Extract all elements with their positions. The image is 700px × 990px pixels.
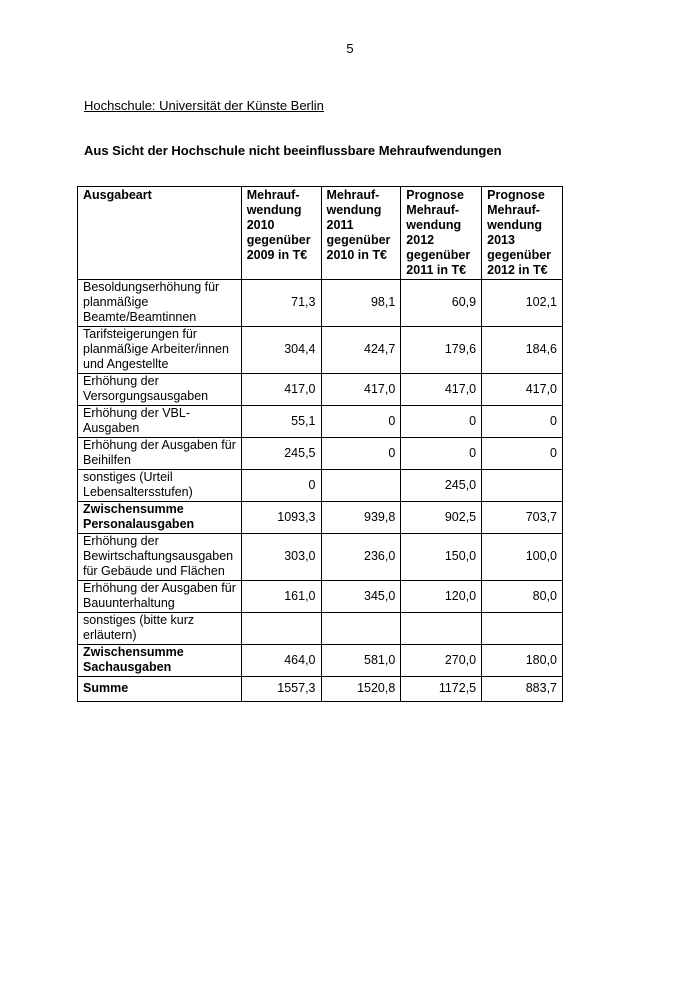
- cell-2010: 0: [241, 470, 321, 502]
- cell-2013: 417,0: [482, 374, 563, 406]
- cell-2013: 184,6: [482, 327, 563, 374]
- cell-2011: [321, 470, 401, 502]
- cell-2012: 270,0: [401, 645, 482, 677]
- header-2012: Prognose Mehrauf- wendung 2012 gegenüber 2011 in T€: [401, 187, 482, 280]
- cell-2013: 0: [482, 406, 563, 438]
- cell-2012: 120,0: [401, 581, 482, 613]
- cell-2010: [241, 613, 321, 645]
- cell-2012: 179,6: [401, 327, 482, 374]
- university-name: Hochschule: Universität der Künste Berlin: [84, 98, 324, 113]
- table-row: [78, 406, 563, 438]
- cell-2010: 303,0: [241, 534, 321, 581]
- cell-2011: 417,0: [321, 374, 401, 406]
- cell-2010: 464,0: [241, 645, 321, 677]
- cell-2011: 424,7: [321, 327, 401, 374]
- cell-2013: 0: [482, 438, 563, 470]
- table-row: [78, 645, 563, 677]
- cell-2012: 60,9: [401, 280, 482, 327]
- cell-2011: 581,0: [321, 645, 401, 677]
- header-ausgabeart: Ausgabeart: [78, 187, 242, 280]
- cell-2012: 150,0: [401, 534, 482, 581]
- row-label: Erhöhung der Bewirtschaftungsausgaben für Gebäude und Flächen: [78, 534, 242, 581]
- cell-2011: 98,1: [321, 280, 401, 327]
- header-2013: Prognose Mehrauf- wendung 2013 gegenüber 2012 in T€: [482, 187, 563, 280]
- header-2010: Mehrauf- wendung 2010 gegenüber 2009 in T€: [241, 187, 321, 280]
- table-row: [78, 502, 563, 534]
- cell-2013: 180,0: [482, 645, 563, 677]
- table-row: [78, 438, 563, 470]
- table-row: [78, 470, 563, 502]
- cell-2010: 245,5: [241, 438, 321, 470]
- cell-2010: 71,3: [241, 280, 321, 327]
- page-number: 5: [346, 41, 354, 56]
- cell-2011: [321, 613, 401, 645]
- row-label: Tarifsteigerungen für planmäßige Arbeiter/innen und Angestellte: [78, 327, 242, 374]
- cell-2012: 0: [401, 438, 482, 470]
- cell-2013: 883,7: [482, 677, 563, 702]
- cell-2012: [401, 613, 482, 645]
- row-label: Summe: [78, 677, 242, 702]
- table-row: [78, 613, 563, 645]
- table-header-row: [78, 187, 563, 280]
- cell-2013: 100,0: [482, 534, 563, 581]
- cell-2012: 417,0: [401, 374, 482, 406]
- table-row: [78, 581, 563, 613]
- cell-2012: 902,5: [401, 502, 482, 534]
- cell-2011: 236,0: [321, 534, 401, 581]
- row-label: Besoldungserhöhung für planmäßige Beamte/Beamtinnen: [78, 280, 242, 327]
- cell-2010: 161,0: [241, 581, 321, 613]
- row-label: Zwischensumme Sachausgaben: [78, 645, 242, 677]
- table-row: [78, 374, 563, 406]
- table-row: [78, 534, 563, 581]
- row-label: Erhöhung der Ausgaben für Beihilfen: [78, 438, 242, 470]
- cell-2010: 1557,3: [241, 677, 321, 702]
- header-2011: Mehrauf- wendung 2011 gegenüber 2010 in T€: [321, 187, 401, 280]
- table-row: [78, 280, 563, 327]
- cell-2011: 0: [321, 438, 401, 470]
- cell-2013: 703,7: [482, 502, 563, 534]
- cell-2013: 102,1: [482, 280, 563, 327]
- cell-2012: 245,0: [401, 470, 482, 502]
- row-label: Erhöhung der Versorgungsausgaben: [78, 374, 242, 406]
- cell-2011: 0: [321, 406, 401, 438]
- cell-2010: 304,4: [241, 327, 321, 374]
- cell-2010: 417,0: [241, 374, 321, 406]
- cell-2013: [482, 470, 563, 502]
- cell-2010: 1093,3: [241, 502, 321, 534]
- expenses-table: [77, 186, 563, 702]
- row-label: Zwischensumme Personalausgaben: [78, 502, 242, 534]
- section-heading: Aus Sicht der Hochschule nicht beeinflussbare Mehraufwendungen: [84, 143, 502, 158]
- row-label: sonstiges (Urteil Lebensaltersstufen): [78, 470, 242, 502]
- row-label: sonstiges (bitte kurz erläutern): [78, 613, 242, 645]
- cell-2012: 0: [401, 406, 482, 438]
- row-label: Erhöhung der Ausgaben für Bauunterhaltung: [78, 581, 242, 613]
- table-row: [78, 327, 563, 374]
- table-row: [78, 677, 563, 702]
- cell-2013: [482, 613, 563, 645]
- cell-2011: 1520,8: [321, 677, 401, 702]
- cell-2013: 80,0: [482, 581, 563, 613]
- cell-2012: 1172,5: [401, 677, 482, 702]
- cell-2011: 939,8: [321, 502, 401, 534]
- cell-2011: 345,0: [321, 581, 401, 613]
- cell-2010: 55,1: [241, 406, 321, 438]
- row-label: Erhöhung der VBL-Ausgaben: [78, 406, 242, 438]
